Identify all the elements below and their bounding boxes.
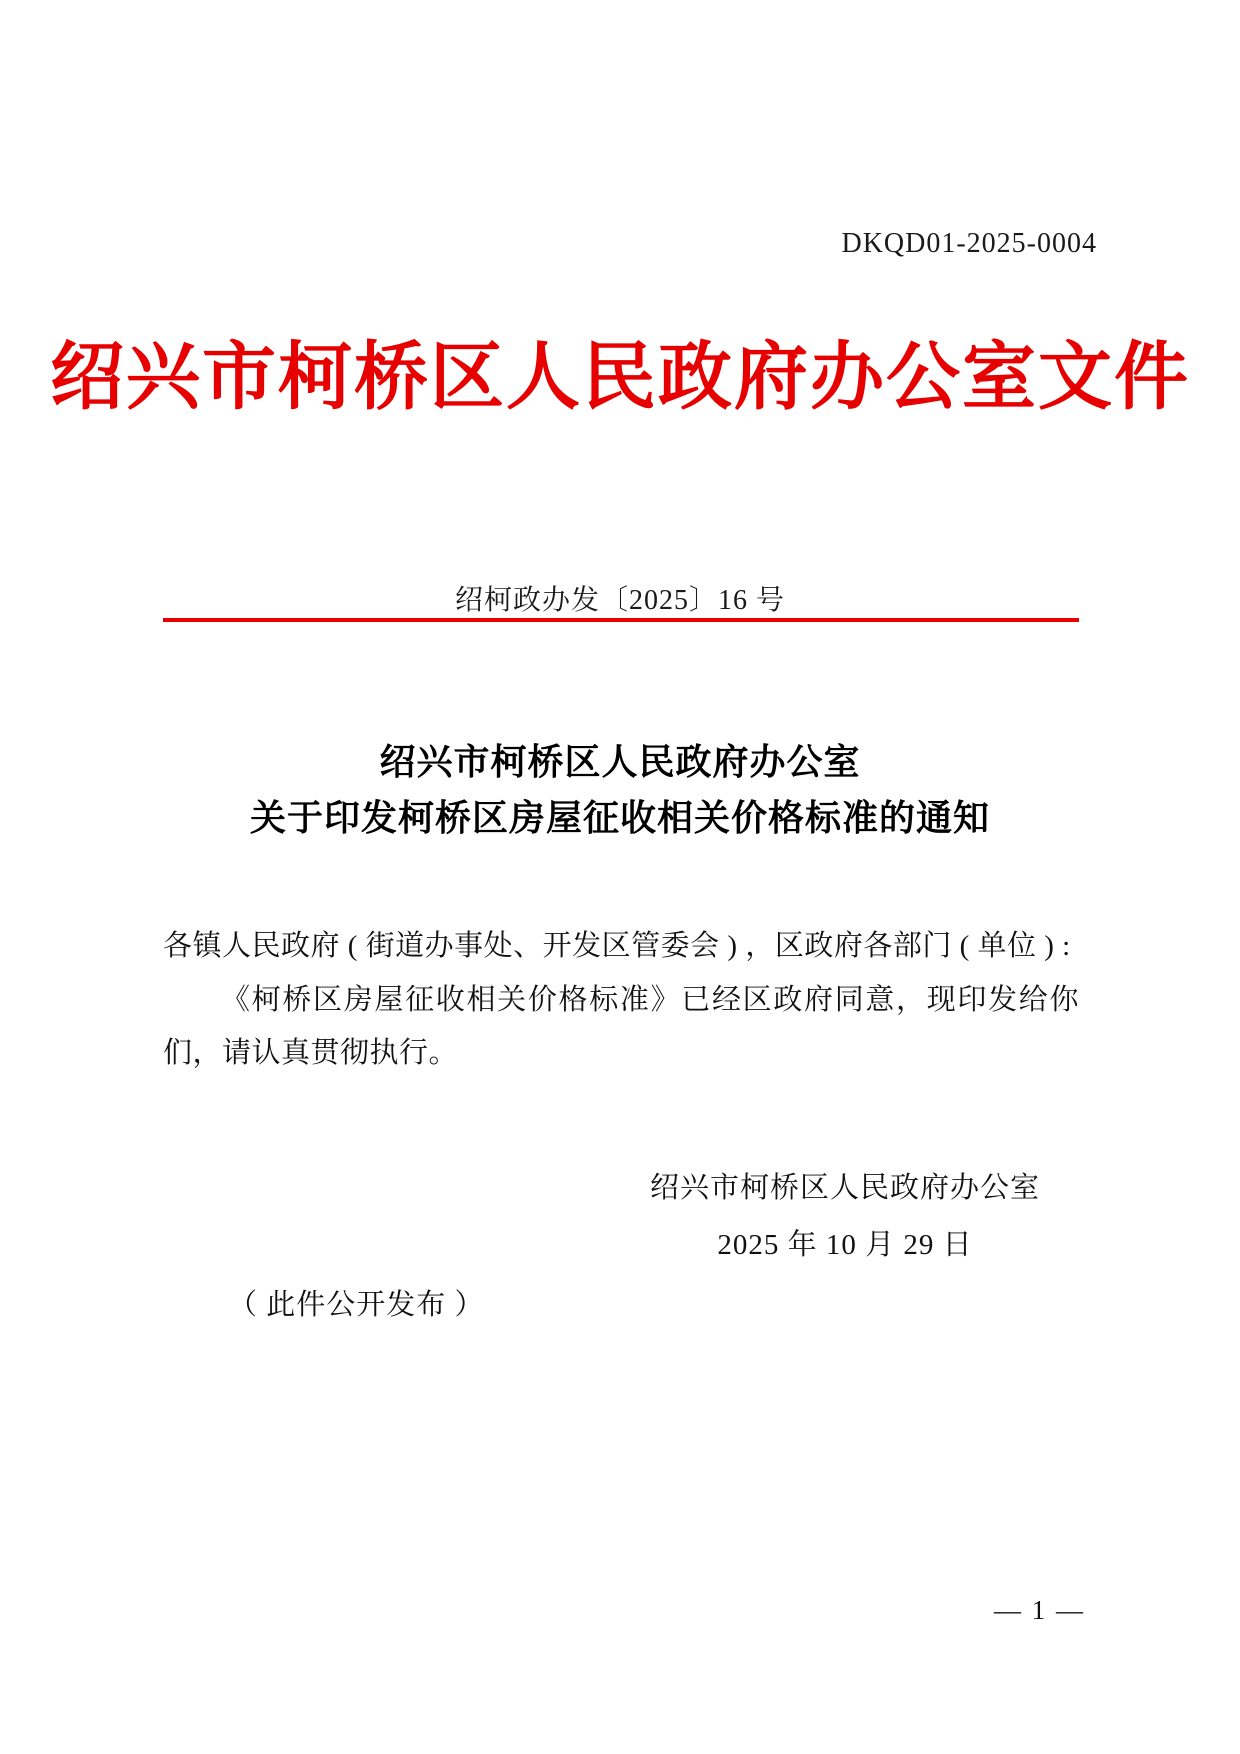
page-number: — 1 — — [994, 1595, 1085, 1625]
red-divider-rule — [163, 618, 1079, 622]
sign-date: 2025 年 10 月 29 日 — [717, 1228, 973, 1261]
addressee-line: 各镇人民政府 ( 街道办事处、开发区管委会 ) ，区政府各部门 ( 单位 ) : — [163, 930, 1071, 962]
notice-title — [0, 735, 1240, 847]
notice-title-line-1: 绍兴市柯桥区人民政府办公室 — [379, 741, 861, 783]
notice-body — [163, 920, 1079, 1081]
body-paragraph: 《柯桥区房屋征收相关价格标准》已经区政府同意，现印发给你们，请认真贯彻执行。 — [163, 983, 1079, 1070]
issue-number: 绍柯政办发〔2025〕16 号 — [454, 585, 785, 616]
publish-note: （ 此件公开发布 ） — [228, 1289, 485, 1321]
signature-block — [650, 1160, 1040, 1273]
signer-name: 绍兴市柯桥区人民政府办公室 — [649, 1172, 1040, 1204]
masthead-title: 绍兴市柯桥区人民政府办公室文件 — [50, 334, 1190, 420]
notice-title-line-2: 关于印发柯桥区房屋征收相关价格标准的通知 — [249, 796, 990, 839]
document-code: DKQD01-2025-0004 — [841, 228, 1097, 259]
